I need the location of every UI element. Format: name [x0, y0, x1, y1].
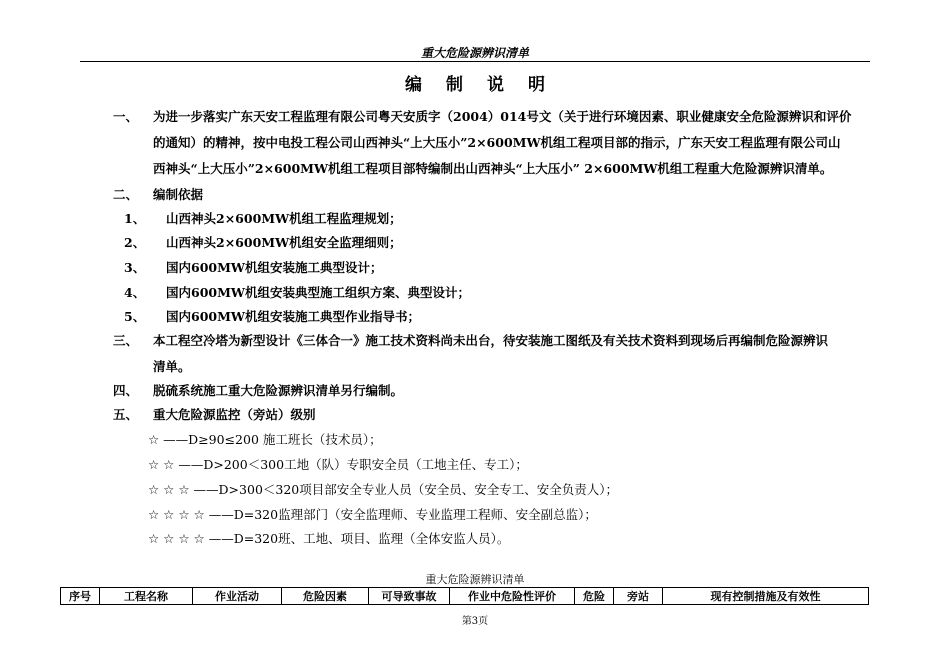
- hazard-table-header: [60, 587, 869, 605]
- header-rule: [80, 61, 870, 62]
- column-header: 现有控制措施及有效性: [663, 588, 869, 605]
- section-3-line-1: 本工程空冷塔为新型设计《三体合一》施工技术资料尚未出台，待安装施工图纸及有关技术资料到现场后再编制危险源辨识: [153, 333, 829, 348]
- section-1-line-3: 西神头“上大压小”2×600MW机组工程项目部特编制出山西神头“上大压小” 2×600MW机组工程重大危险源辨识清单。: [153, 161, 833, 176]
- column-header: 危险: [575, 588, 614, 605]
- level-1: ☆ ——D≥90≤200 施工班长（技术员）；: [148, 432, 382, 447]
- section-5-number: 五、: [113, 407, 139, 422]
- basis-item-5: 国内600MW机组安装施工典型作业指导书；: [166, 309, 420, 324]
- column-header: 可导致事故: [369, 588, 450, 605]
- section-4-number: 四、: [113, 383, 139, 398]
- column-header: 序号: [61, 588, 100, 605]
- column-header: 危险因素: [282, 588, 369, 605]
- section-1-line-1: 为进一步落实广东天安工程监理有限公司粤天安质字（2004）014号文（关于进行环境因素、职业健康安全危险源辨识和评价: [153, 109, 852, 124]
- column-header: 旁站: [614, 588, 663, 605]
- basis-item-1: 山西神头2×600MW机组工程监理规划；: [166, 211, 402, 226]
- basis-item-4: 国内600MW机组安装典型施工组织方案、典型设计；: [166, 285, 470, 300]
- section-4-text: 脱硫系统施工重大危险源辨识清单另行编制。: [153, 383, 404, 398]
- basis-item-2-number: 2、: [124, 235, 146, 250]
- level-2: ☆ ☆ ——D>200＜300工地（队）专职安全员（工地主任、专工）；: [148, 457, 528, 472]
- basis-item-2: 山西神头2×600MW机组安全监理细则；: [166, 235, 402, 250]
- section-1-number: 一、: [113, 109, 139, 124]
- header-title: 重大危险源辨识清单: [420, 46, 529, 60]
- basis-item-3: 国内600MW机组安装施工典型设计；: [166, 260, 383, 275]
- level-4: ☆ ☆ ☆ ☆ ——D=320监理部门（安全监理师、专业监理工程师、安全副总监）；: [148, 507, 597, 522]
- basis-item-3-number: 3、: [124, 260, 146, 275]
- level-5: ☆ ☆ ☆ ☆ ——D=320班、工地、项目、监理（全体安监人员）。: [148, 531, 510, 546]
- section-3-number: 三、: [113, 333, 139, 348]
- section-3-line-2: 清单。: [153, 359, 191, 374]
- column-header: 作业中危险性评价: [450, 588, 575, 605]
- level-3: ☆ ☆ ☆ ——D>300＜320项目部安全专业人员（安全员、安全专工、安全负责人）；: [148, 482, 619, 497]
- column-header: 作业活动: [193, 588, 282, 605]
- basis-item-4-number: 4、: [124, 285, 146, 300]
- column-header: 工程名称: [100, 588, 193, 605]
- basis-item-5-number: 5、: [124, 309, 146, 324]
- section-2-number: 二、: [113, 187, 139, 202]
- table-caption: 重大危险源辨识清单: [425, 573, 525, 586]
- main-title: 编制说明: [405, 75, 569, 95]
- section-2-heading: 编制依据: [153, 187, 204, 202]
- basis-item-1-number: 1、: [124, 211, 146, 226]
- page-number: 第3页: [461, 616, 489, 627]
- table-header-row: [61, 588, 869, 605]
- section-5-heading: 重大危险源监控（旁站）级别: [153, 407, 316, 422]
- section-1-line-2: 的通知）的精神，按中电投工程公司山西神头“上大压小”2×600MW机组工程项目部的指示，广东天安工程监理有限公司山: [153, 135, 841, 150]
